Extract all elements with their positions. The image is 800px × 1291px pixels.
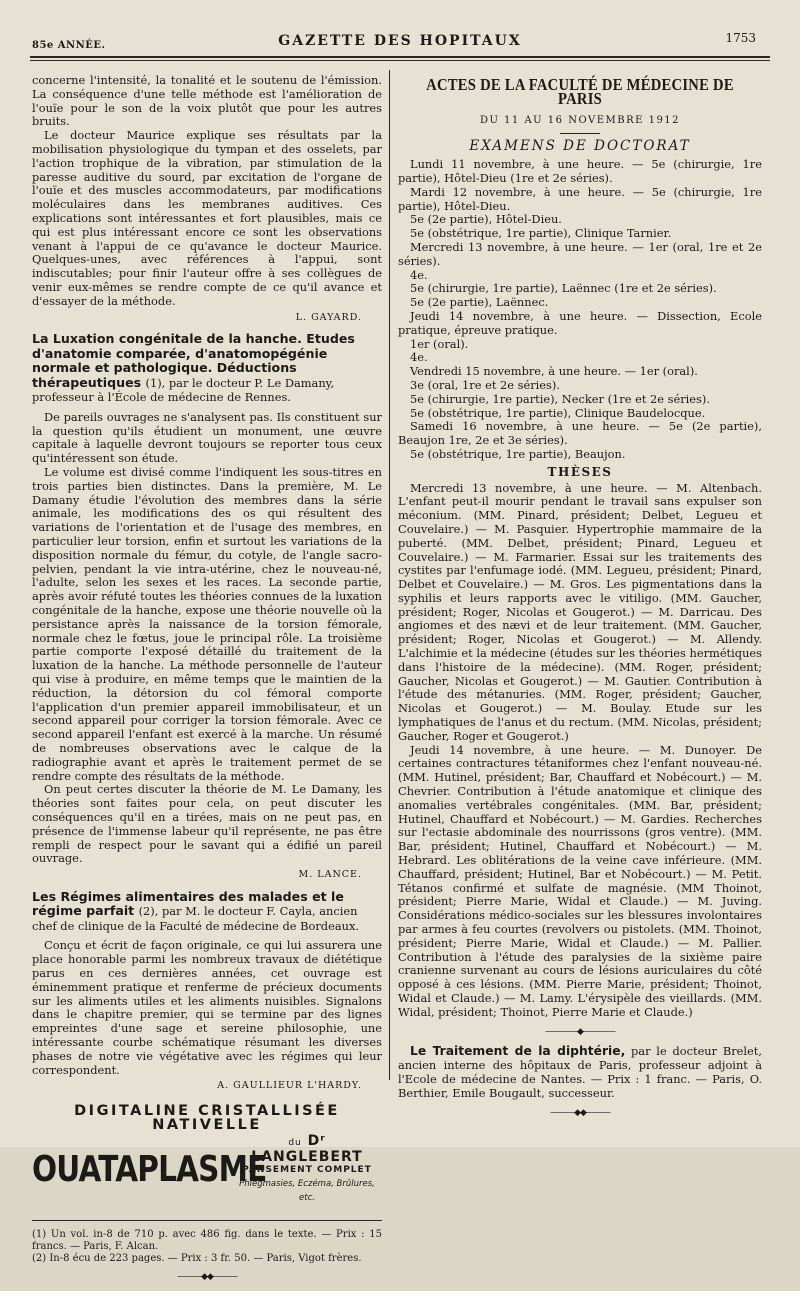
book-title: Le Traitement de la diphtérie, (410, 1044, 626, 1059)
article-title (32, 332, 382, 405)
paragraph: On peut certes discuter la théorie de M. Le Damany, les théories sont faites pour cela, on peut discuter les conséquences qu'il en a tirées, mais on ne peut pas, en présence de l'immense labeur qu'il représente, ne pas être rempli de respect pour le savant qui a édifié un pareil ouvrage. (32, 782, 382, 866)
ad-doctor-name: Dʳ LANGLEBERT (251, 1132, 363, 1165)
ad-product-name: OUATAPLASME (32, 1149, 267, 1191)
header-rule (30, 56, 770, 58)
exam-entry: 4e. (410, 350, 428, 365)
left-column (32, 74, 382, 1291)
header-rule-thin (30, 60, 770, 61)
section-dates: DU 11 AU 16 NOVEMBRE 1912 (479, 114, 681, 126)
signature: M. LANCE. (298, 869, 362, 881)
exam-entry: Mercredi 13 novembre, à une heure. — 1er (oral, 1re et 2e séries). (398, 239, 762, 268)
subsection-title: EXAMENS DE DOCTORAT (469, 138, 691, 155)
page-number: 1753 (725, 31, 756, 45)
paragraph: Le volume est divisé comme l'indiquent les sous-titres en trois parties bien distinctes. Dans la première, M. Le Damany étudie l'évolution des membres dans la série animale, les modifications des os qui résultent des variations de l'orientation et de l'usage des membres, en particulier leur torsion, enfin et surtout les variations de la disposition normale du fémur, du cotyle, de l'angle sacro-pelvien, pendant la vie intra-utérine, chez le nouveau-né, l'adulte, selon les sexes et les races. La seconde partie, après avoir réfuté toutes les théories connues de la luxation congénitale de la hanche, expose une théorie nouvelle où la persistance après la naissance de la torsion fémorale, normale chez le fœtus, joue le principal rôle. La troisième partie comporte l'exposé détaillé du traitement de la luxation de la hanche. La méthode personnelle de l'auteur qui vise à produire, en même temps que le maintien de la réduction, la détorsion du col fémoral comporte l'application d'un premier appareil immobilisateur, et un second appareil pour corriger la torsion fémorale. Avec ce second appareil l'enfant est exercé à la marche. Un résumé de nombreuses observations avec le calque de la radiographie avant et après le traitement permet de se rendre compte des résultats de la méthode. (32, 465, 382, 783)
exam-entry: 5e (obstétrique, 1re partie), Clinique Tarnier. (410, 226, 672, 241)
exam-entry: 5e (chirurgie, 1re partie), Laënnec (1re et 2e séries). (410, 281, 717, 296)
exam-entry: 1er (oral). (410, 336, 469, 351)
exam-entry: Jeudi 14 novembre, à une heure. — Dissection, Ecole pratique, épreuve pratique. (398, 308, 762, 337)
exam-entry: 5e (obstétrique, 1re partie), Clinique Baudelocque. (410, 405, 706, 420)
book-notice (398, 1045, 762, 1100)
article-title-text: Les Régimes alimentaires des malades et le régime parfait (32, 888, 344, 919)
ornament-divider: ———◆◆——— (177, 1271, 237, 1282)
exam-entry: Samedi 16 novembre, à une heure. — 5e (2e partie), Beaujon 1re, 2e et 3e séries). (398, 419, 762, 448)
subsection-title: THÈSES (547, 464, 613, 479)
ad-indications: Phlegmasies, Eczéma, Brûlures, etc. (239, 1179, 375, 1203)
ornament-divider: ————◆———— (545, 1026, 615, 1037)
ad-doctor (232, 1132, 382, 1165)
article-title-text: La Luxation congénitale de la hanche. Etudes d'anatomie comparée, d'anatomopégénie normale et pathologique. Déductions thérapeutiques (32, 331, 355, 390)
right-column (398, 74, 762, 1126)
article-author: (1), par le docteur P. Le Damany, professeur à l'École de médecine de Rennes. (32, 375, 335, 405)
signature: A. GAULLIEUR L'HARDY. (217, 1080, 362, 1092)
paragraph: Conçu et écrit de façon originale, ce qui lui assurera une place honorable parmi les nombreux travaux de diététique parus en ces dernières années, cet ouvrage est éminemment pratique et renferme de précieux documents sur les aliments utiles et les aliments nuisibles. Signalons dans le chapitre premier, qui se termine par des lignes empreintes d'une sage et sereine philosophie, une intéressante courbe schématique résumant les diverses phases de notre vie végétative avec les régimes qui leur correspondent. (32, 938, 382, 1077)
ad-du: du (288, 1137, 302, 1148)
advertisement-ouataplasme (32, 1132, 382, 1206)
exam-entry: 3e (oral, 1re et 2e séries). (410, 377, 560, 392)
exam-entry: Lundi 11 novembre, à une heure. — 5e (chirurgie, 1re partie), Hôtel-Dieu (1re et 2e séries). (398, 157, 762, 185)
exam-entry: 4e. (410, 267, 428, 282)
thesis-entry: Mercredi 13 novembre, à une heure. — M. Altenbach. L'enfant peut-il mourir pendant le travail sans expulser son méconium. (MM. Pinard, président; Delbet, Legueu et Couvelaire.) — M. Pasquier. Hypertrophie mammaire de la puberté. (MM. Delbet, président; Pinard, Legueu et Couvelaire.) — M. Farmarier. Essai sur les traitements des cystites par l'enfumage iodé. (MM. Legueu, président; Pinard, Delbet et Couvelaire.) — M. Gros. Les pigmentations dans la syphilis et leurs rapports avec le vitiligo. (MM. Gaucher, président; Roger, Nicolas et Gougerot.) — M. Darricau. Des angiomes et des nævi et de leur traitement. (MM. Gaucher, président; Roger, Nicolas et Gougerot.) — M. Allendy. L'alchimie et la médecine (études sur les théories hermétiques dans l'histoire de la médecine). (MM. Roger, président; Gaucher, Nicolas et Gougerot.) — M. Gautier. Contribution à l'étude des métanuries. (MM. Roger, président; Gaucher, Nicolas et Gougerot.) — M. Boulay. Etude sur les lymphatiques de l'anus et du rectum. (MM. Nicolas, président; Gaucher, Roger et Gougerot.) (398, 480, 762, 743)
exam-entry: Mardi 12 novembre, à une heure. — 5e (chirurgie, 1re partie), Hôtel-Dieu. (398, 184, 762, 213)
footnote: (1) Un vol. in-8 de 710 p. avec 486 fig. dans le texte. — Prix : 15 francs. — Paris, F. Alcan. (32, 1228, 382, 1252)
advertisement-digitaline: DIGITALINE CRISTALLISÉE NATIVELLE (74, 1103, 340, 1133)
article-title (32, 890, 382, 934)
column-divider (389, 70, 390, 1080)
paragraph: Le docteur Maurice explique ses résultats par la mobilisation physiologique du tympan et des osselets, par l'action trophique de la vibration, par stimulation de la paresse auditive du sourd, par excitation de l'organe de l'ouïe et des muscles accommodateurs, par modifications moléculaires dans les membranes auditives. Ces explications sont intéressantes et fort plausibles, mais ce qui est plus intéressant encore ce sont les observations venant à l'appui de ce qu'avance le docteur Maurice. Quelques-unes, avec références à l'appui, sont indiscutables; pour finir l'auteur offre à ses collègues de venir eux-mêmes se rendre compte de ce qu'il avance et d'essayer de la méthode. (32, 128, 382, 308)
book-details: par le docteur Brelet, ancien interne des hôpitaux de Paris, professeur adjoint à l'Ecole de médecine de Nantes. — Prix : 1 franc. — Paris, O. Berthier, Emile Bougault, successeur. (398, 1044, 762, 1100)
footnote: (2) In-8 écu de 223 pages. — Prix : 3 fr. 50. — Paris, Vigot frères. (32, 1252, 362, 1264)
exam-entry: 5e (2e partie), Hôtel-Dieu. (410, 212, 562, 227)
ad-details (232, 1132, 382, 1206)
exam-entry: Vendredi 15 novembre, à une heure. — 1er (oral). (410, 364, 698, 379)
exam-entry: 5e (obstétrique, 1re partie), Beaujon. (410, 446, 626, 461)
ad-subtitle: PANSEMENT COMPLET (242, 1165, 372, 1176)
footnotes (32, 1220, 382, 1265)
exam-entry: 5e (chirurgie, 1re partie), Necker (1re et 2e séries). (410, 391, 710, 406)
signature: L. GAYARD. (295, 311, 362, 323)
exam-entry: 5e (2e partie), Laënnec. (410, 295, 549, 310)
section-title: ACTES DE LA FACULTÉ DE MÉDECINE DE PARIS (426, 75, 734, 108)
paragraph: De pareils ouvrages ne s'analysent pas. Ils constituent sur la question qu'ils étudient un monument, une œuvre capitale à laquelle devront toujours se reporter tous ceux qu'intéressent son étude. (32, 409, 382, 466)
paragraph: concerne l'intensité, la tonalité et le soutenu de l'émission. La conséquence d'une telle méthode est l'amélioration de l'ouïe pour le son de la voix plutôt que pour les autres bruits. (32, 73, 382, 129)
issue-label: 85e ANNÉE. (32, 40, 106, 51)
short-rule (560, 133, 600, 134)
article-author: (2), par M. le docteur F. Cayla, ancien chef de clinique de la Faculté de médecine de Bordeaux. (32, 904, 359, 933)
ornament-divider: ———◆◆——— (550, 1107, 610, 1118)
thesis-entry: Jeudi 14 novembre, à une heure. — M. Dunoyer. De certaines contractures tétaniformes chez l'enfant nouveau-né. (MM. Hutinel, président; Bar, Chauffard et Nobécourt.) — M. Chevrier. Contribution à l'étude anatomique et clinique des anomalies vertébrales congénitales. (MM. Bar, président; Hutinel, Chauffard et Nobécourt.) — M. Gardies. Recherches sur l'ectasie abdominale des nourrissons (gros ventre). (MM. Bar, président; Hutinel, Chauffard et Nobécourt.) — M. Hebrard. Les oblitérations de la veine cave inférieure. (MM. Chauffard, président; Hutinel, Bar et Nobécourt.) — M. Petit. Tétanos confirmé et sulfate de magnésie. (MM Thoinot, président; Pierre Marie, Widal et Claude.) — M. Juving. Considérations médico-sociales sur les blessures involontaires par armes à feu courtes (revolvers ou pistolets. (MM. Thoinot, président; Pierre Marie, Widal et Claude.) — M. Pallier. Contribution à l'étude des paralysies de la sixième paire cranienne survenant au cours de lésions auriculaires du côté opposé à ces lésions. (MM. Pierre Marie, président; Thoinot, Widal et Claude.) — M. Lamy. L'érysipèle des vieillards. (MM. Widal, président; Thoinot, Pierre Marie et Claude.) (398, 742, 762, 1019)
masthead-title: GAZETTE DES HOPITAUX (278, 33, 522, 49)
